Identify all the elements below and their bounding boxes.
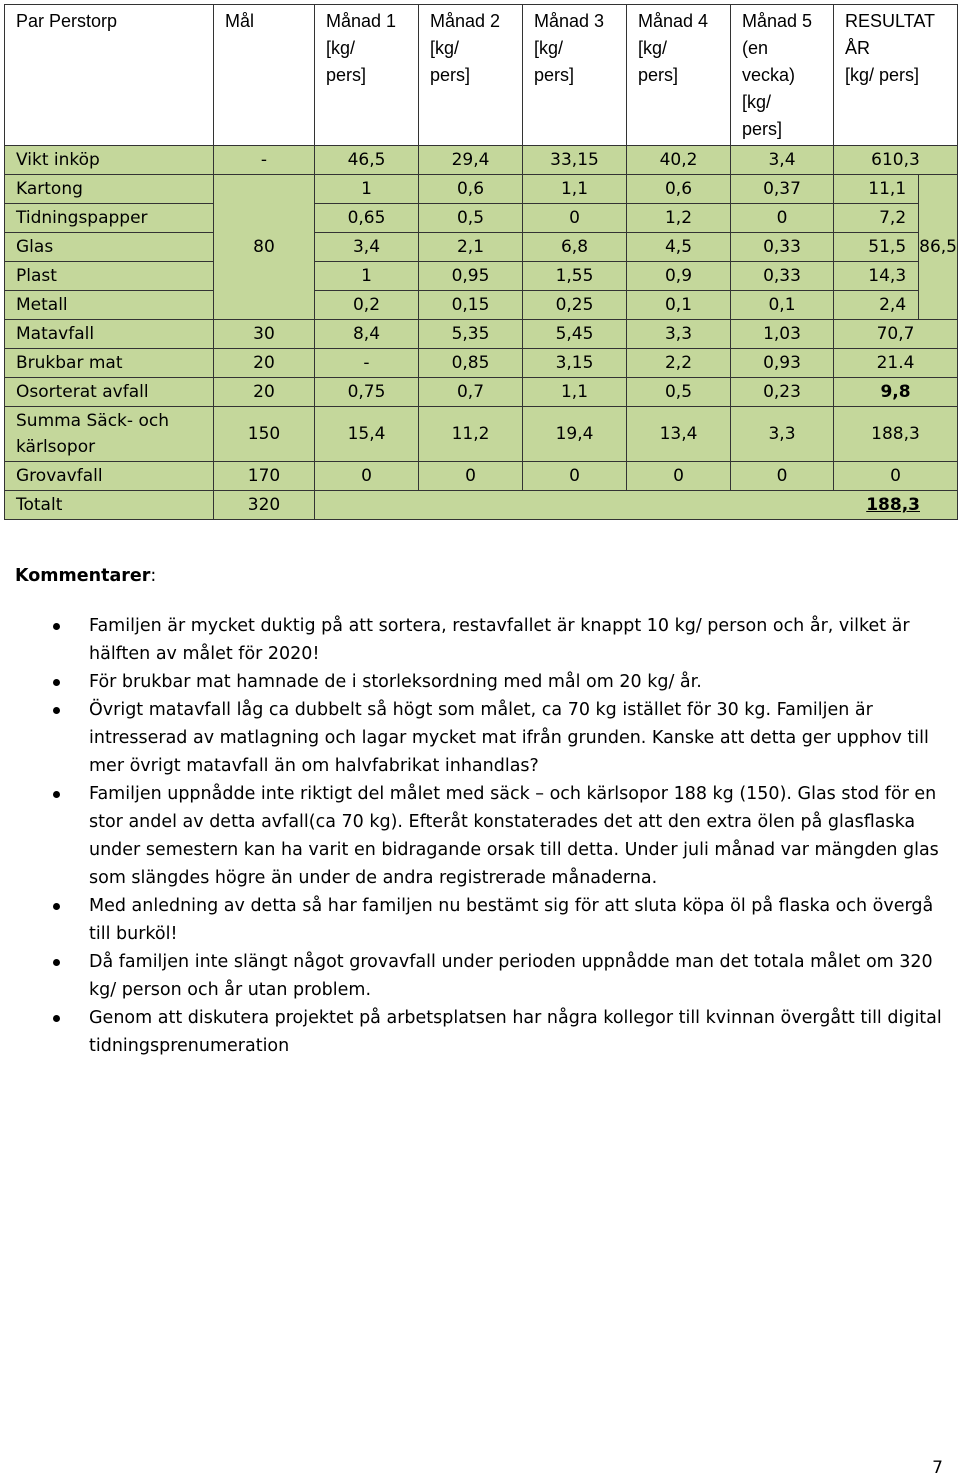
value-cell: 33,15 xyxy=(523,146,627,175)
value-cell: 15,4 xyxy=(315,407,419,462)
bullet-icon xyxy=(53,623,60,630)
value-cell: 0,1 xyxy=(627,291,731,320)
value-cell: 3,4 xyxy=(315,233,419,262)
header-month-4: Månad 4 [kg/ pers] xyxy=(627,5,731,146)
value-cell: 0,93 xyxy=(731,349,834,378)
bullet-icon xyxy=(53,959,60,966)
value-cell: 1,2 xyxy=(627,204,731,233)
comments-section xyxy=(15,560,945,1060)
bullet-icon xyxy=(53,1015,60,1022)
result-cell: 11,1 xyxy=(834,175,919,204)
value-cell: 0 xyxy=(731,204,834,233)
row-kartong xyxy=(5,175,958,204)
grouped-result-cell xyxy=(834,175,958,320)
value-cell: 5,45 xyxy=(523,320,627,349)
result-cell: 9,8 xyxy=(834,378,958,407)
value-cell: 11,2 xyxy=(419,407,523,462)
result-cell: 70,7 xyxy=(834,320,958,349)
value-cell: 3,15 xyxy=(523,349,627,378)
value-cell: 0,5 xyxy=(627,378,731,407)
value-cell: 0,5 xyxy=(419,204,523,233)
result-cell: 610,3 xyxy=(834,146,958,175)
value-cell: 1 xyxy=(315,175,419,204)
list-item: För brukbar mat hamnade de i storleksordning med mål om 20 kg/ år. xyxy=(15,668,945,696)
value-cell: 1,03 xyxy=(731,320,834,349)
value-cell: 0,2 xyxy=(315,291,419,320)
row-plast xyxy=(5,262,958,291)
goal-cell: 30 xyxy=(214,320,315,349)
goal-cell: - xyxy=(214,146,315,175)
result-cell: 0 xyxy=(834,462,958,491)
row-totalt xyxy=(5,491,958,520)
row-label: Vikt inköp xyxy=(5,146,214,175)
value-cell: 0,33 xyxy=(731,262,834,291)
value-cell: 3,3 xyxy=(731,407,834,462)
row-glas xyxy=(5,233,958,262)
bullet-icon xyxy=(53,707,60,714)
value-cell: 0,1 xyxy=(731,291,834,320)
value-cell: 19,4 xyxy=(523,407,627,462)
group-goal-cell: 80 xyxy=(214,175,315,320)
value-cell: 3,3 xyxy=(627,320,731,349)
row-label: Kartong xyxy=(5,175,214,204)
comments-heading: Kommentarer: xyxy=(15,566,157,586)
goal-cell: 150 xyxy=(214,407,315,462)
value-cell: 2,1 xyxy=(419,233,523,262)
row-label: Tidningspapper xyxy=(5,204,214,233)
row-matavfall xyxy=(5,320,958,349)
list-item: Med anledning av detta så har familjen nu bestämt sig för att sluta köpa öl på flaska och övergå till burköl! xyxy=(15,892,945,948)
row-grovavfall xyxy=(5,462,958,491)
value-cell: 0 xyxy=(731,462,834,491)
value-cell: 0,9 xyxy=(627,262,731,291)
result-cell: 14,3 xyxy=(834,262,919,291)
list-item: Då familjen inte slängt något grovavfall under perioden uppnådde man det totala målet om 320 kg/ person och år utan problem. xyxy=(15,948,945,1004)
header-month-5: Månad 5 (en vecka) [kg/ pers] xyxy=(731,5,834,146)
row-tidningspapper xyxy=(5,204,958,233)
value-cell: 0 xyxy=(523,462,627,491)
goal-cell: 20 xyxy=(214,349,315,378)
bullet-icon xyxy=(53,679,60,686)
list-item: Familjen uppnådde inte riktigt del målet med säck – och kärlsopor 188 kg (150). Glas stod för en stor andel av detta avfall(ca 70 kg). Efteråt konstaterades det att den extra ölen på glasflaska under semestern kan ha varit en bidragande orsak till detta. Under juli månad var mängden glas som slängdes högre än under de andra registrerade månaderna. xyxy=(15,780,945,892)
value-cell: 13,4 xyxy=(627,407,731,462)
value-cell: 0,6 xyxy=(627,175,731,204)
value-cell: 6,8 xyxy=(523,233,627,262)
bullet-icon xyxy=(53,903,60,910)
value-cell: 4,5 xyxy=(627,233,731,262)
row-label: Osorterat avfall xyxy=(5,378,214,407)
value-cell: 40,2 xyxy=(627,146,731,175)
value-cell: 1,1 xyxy=(523,175,627,204)
value-cell: 0,65 xyxy=(315,204,419,233)
header-category: Par Perstorp xyxy=(5,5,214,146)
value-cell: 0,23 xyxy=(731,378,834,407)
list-item: Familjen är mycket duktig på att sortera, restavfallet är knappt 10 kg/ person och år, vilket är hälften av målet för 2020! xyxy=(15,612,945,668)
row-summa-sack-karlsopor xyxy=(5,407,958,462)
value-cell: 29,4 xyxy=(419,146,523,175)
value-cell: 1 xyxy=(315,262,419,291)
row-vikt-inkop xyxy=(5,146,958,175)
value-cell: 3,4 xyxy=(731,146,834,175)
list-item: Genom att diskutera projektet på arbetsplatsen har några kollegor till kvinnan övergått till digital tidningsprenumeration xyxy=(15,1004,945,1060)
value-cell: 0,33 xyxy=(731,233,834,262)
value-cell: 0,85 xyxy=(419,349,523,378)
result-cell: 188,3 xyxy=(834,407,958,462)
result-cell: 2,4 xyxy=(834,291,919,320)
row-label: Totalt xyxy=(5,491,214,520)
value-cell: 8,4 xyxy=(315,320,419,349)
row-label: Grovavfall xyxy=(5,462,214,491)
header-month-3: Månad 3 [kg/ pers] xyxy=(523,5,627,146)
value-cell: 5,35 xyxy=(419,320,523,349)
value-cell: 0,6 xyxy=(419,175,523,204)
goal-cell: 320 xyxy=(214,491,315,520)
total-result-cell: 188,3 xyxy=(315,491,958,520)
header-month-1: Månad 1 [kg/ pers] xyxy=(315,5,419,146)
group-total-cell: 86,5 xyxy=(919,175,957,319)
value-cell: 0,37 xyxy=(731,175,834,204)
value-cell: - xyxy=(315,349,419,378)
bullet-icon xyxy=(53,791,60,798)
row-label: Glas xyxy=(5,233,214,262)
value-cell: 0 xyxy=(523,204,627,233)
value-cell: 0 xyxy=(419,462,523,491)
header-month-2: Månad 2 [kg/ pers] xyxy=(419,5,523,146)
value-cell: 0,25 xyxy=(523,291,627,320)
value-cell: 0,7 xyxy=(419,378,523,407)
value-cell: 0,75 xyxy=(315,378,419,407)
list-item: Övrigt matavfall låg ca dubbelt så högt som målet, ca 70 kg istället för 30 kg. Familjen är intresserad av matlagning och lagar mycket mat ifrån grunden. Kanske att detta ger upphov till mer övrigt matavfall än om halvfabrikat inhandlas? xyxy=(15,696,945,780)
row-osorterat-avfall xyxy=(5,378,958,407)
value-cell: 0,95 xyxy=(419,262,523,291)
comments-list xyxy=(15,612,945,1060)
header-goal: Mål xyxy=(214,5,315,146)
row-label: Brukbar mat xyxy=(5,349,214,378)
row-label: Metall xyxy=(5,291,214,320)
header-result: RESULTAT ÅR [kg/ pers] xyxy=(834,5,958,146)
goal-cell: 20 xyxy=(214,378,315,407)
waste-table xyxy=(4,4,958,520)
grouped-result-layout xyxy=(834,175,957,319)
value-cell: 0 xyxy=(315,462,419,491)
value-cell: 2,2 xyxy=(627,349,731,378)
value-cell: 1,1 xyxy=(523,378,627,407)
header-row xyxy=(5,5,958,146)
value-cell: 46,5 xyxy=(315,146,419,175)
row-label: Plast xyxy=(5,262,214,291)
row-metall xyxy=(5,291,958,320)
row-label: Summa Säck- och kärlsopor xyxy=(5,407,214,462)
goal-cell: 170 xyxy=(214,462,315,491)
value-cell: 0 xyxy=(627,462,731,491)
result-cell: 21.4 xyxy=(834,349,958,378)
result-cell: 51,5 xyxy=(834,233,919,262)
row-label: Matavfall xyxy=(5,320,214,349)
value-cell: 1,55 xyxy=(523,262,627,291)
page-number: 7 xyxy=(932,1458,943,1478)
row-brukbar-mat xyxy=(5,349,958,378)
result-cell: 7,2 xyxy=(834,204,919,233)
value-cell: 0,15 xyxy=(419,291,523,320)
